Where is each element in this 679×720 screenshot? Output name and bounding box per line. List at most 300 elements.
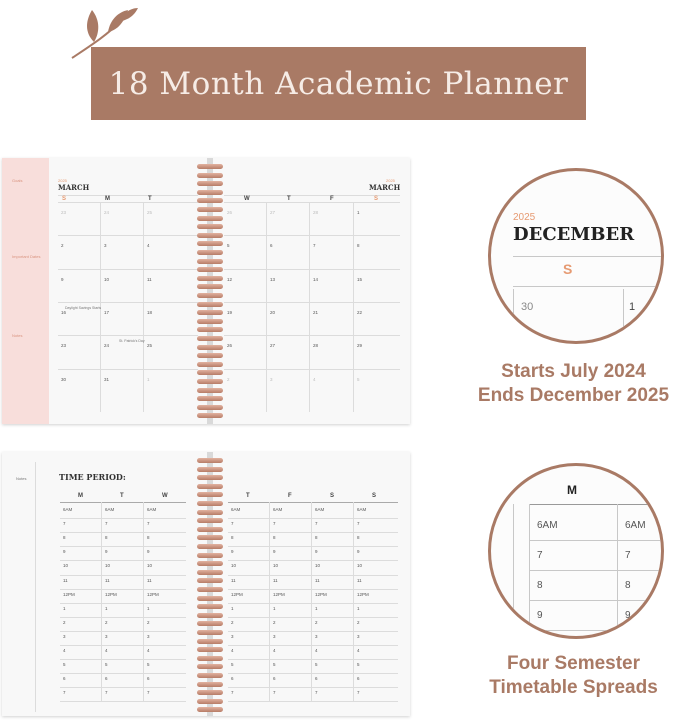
spiral-ring xyxy=(197,224,223,229)
spiral-ring xyxy=(197,535,223,540)
hour-label: 10 xyxy=(315,563,321,569)
zoom-hour-label: 6AM xyxy=(625,520,646,531)
zoom-hour-rule xyxy=(529,630,664,631)
hour-rule xyxy=(60,518,186,519)
column-rule xyxy=(101,502,102,702)
hour-label: 12PM xyxy=(273,591,285,597)
sidebar-label-goals: Goals xyxy=(12,178,23,183)
hour-rule xyxy=(228,546,398,547)
hour-label: 6 xyxy=(357,676,360,682)
hour-rule xyxy=(228,687,398,688)
hour-label: 1 xyxy=(315,605,318,611)
zoom-day-header: M xyxy=(567,483,577,497)
hour-rule xyxy=(228,659,398,660)
date-number: 5 xyxy=(227,243,230,249)
hour-label: 1 xyxy=(273,605,276,611)
hour-rule xyxy=(60,603,186,604)
spiral-binding xyxy=(197,452,223,716)
spiral-ring xyxy=(197,656,223,661)
header-rule xyxy=(228,502,398,503)
date-number: 27 xyxy=(270,210,276,215)
header-rule xyxy=(60,502,186,503)
date-number: 23 xyxy=(61,343,67,349)
hour-label: 5 xyxy=(147,662,150,668)
hour-label: 8 xyxy=(147,535,150,541)
hour-label: 11 xyxy=(105,577,110,583)
hour-rule xyxy=(60,546,186,547)
day-header: S xyxy=(372,493,377,499)
date-number: 9 xyxy=(61,276,64,282)
spiral-ring xyxy=(197,690,223,695)
hour-label: 11 xyxy=(147,577,152,583)
sidebar-label-important-dates: Important Dates xyxy=(12,254,41,259)
spiral-ring xyxy=(197,396,223,401)
hour-label: 1 xyxy=(63,605,66,611)
spiral-ring xyxy=(197,216,223,221)
date-number: 29 xyxy=(357,343,363,349)
date-number: 13 xyxy=(270,276,276,282)
hour-label: 6AM xyxy=(357,507,367,512)
hour-label: 5 xyxy=(63,662,66,668)
hour-rule xyxy=(228,631,398,632)
header-rule xyxy=(58,195,198,196)
spiral-ring xyxy=(197,173,223,178)
hour-label: 12PM xyxy=(105,591,117,597)
week-rule xyxy=(58,302,198,303)
left-month-title: MARCH xyxy=(58,183,90,192)
date-number: 16 xyxy=(61,309,67,315)
hour-label: 7 xyxy=(63,690,66,696)
spiral-ring xyxy=(197,621,223,626)
hour-label: 7 xyxy=(357,521,360,527)
hour-rule xyxy=(60,589,186,590)
spiral-ring xyxy=(197,613,223,618)
hour-label: 10 xyxy=(357,563,363,569)
hour-label: 12PM xyxy=(357,591,369,597)
date-number: 8 xyxy=(357,243,360,249)
hour-label: 9 xyxy=(315,549,318,555)
hour-label: 2 xyxy=(231,619,234,625)
hour-label: 6AM xyxy=(273,507,283,512)
hour-label: 11 xyxy=(63,577,68,583)
date-number: 28 xyxy=(313,210,319,215)
hour-label: 3 xyxy=(147,633,150,639)
hour-rule xyxy=(60,659,186,660)
date-number: 24 xyxy=(104,210,110,215)
hour-label: 6AM xyxy=(105,507,115,512)
zoom-hour-rule xyxy=(529,600,664,601)
week-rule xyxy=(224,269,400,270)
spiral-ring xyxy=(197,164,223,169)
hour-label: 7 xyxy=(147,521,150,527)
hour-label: 4 xyxy=(105,648,108,653)
zoom-hour-label: 8 xyxy=(537,580,543,591)
zoom-date: 1 xyxy=(629,301,636,313)
notes-label: Notes xyxy=(16,476,27,481)
hour-label: 6 xyxy=(147,676,150,682)
right-month-title: MARCH xyxy=(369,183,401,192)
hour-label: 2 xyxy=(147,619,150,625)
hour-label: 7 xyxy=(273,521,276,527)
zoom-hour-label: 9 xyxy=(625,610,631,621)
monthly-zoom-circle xyxy=(488,168,664,344)
time-period-title: TIME PERIOD: xyxy=(59,472,126,482)
spiral-ring xyxy=(197,699,223,704)
spiral-ring xyxy=(197,293,223,298)
zoom-col-divider xyxy=(513,504,514,639)
right-year: 2025 xyxy=(386,178,395,183)
hour-label: 2 xyxy=(273,619,276,625)
spiral-ring xyxy=(197,664,223,669)
spiral-ring xyxy=(197,527,223,532)
hour-label: 1 xyxy=(357,605,360,611)
date-number: 4 xyxy=(147,243,150,249)
hour-rule xyxy=(228,603,398,604)
hour-label: 2 xyxy=(315,619,318,625)
date-number: 17 xyxy=(104,309,110,315)
caption-line: Four Semester xyxy=(506,653,641,674)
hour-label: 4 xyxy=(147,648,150,653)
zoom-col-divider xyxy=(617,504,618,639)
day-header: S xyxy=(374,196,379,202)
hour-label: 10 xyxy=(231,563,237,569)
hour-label: 10 xyxy=(105,563,111,569)
spiral-ring xyxy=(197,250,223,255)
date-number: 28 xyxy=(313,343,319,349)
day-header: T xyxy=(287,196,291,202)
spiral-ring xyxy=(197,198,223,203)
zoom-rule xyxy=(513,286,663,287)
banner-title: 18 Month Academic Planner xyxy=(108,65,569,102)
date-number: 1 xyxy=(147,376,150,382)
spiral-binding xyxy=(197,158,223,424)
date-number: 25 xyxy=(147,210,153,215)
hour-label: 1 xyxy=(231,605,234,611)
spiral-ring xyxy=(197,302,223,307)
hour-label: 1 xyxy=(105,605,108,611)
spiral-ring xyxy=(197,345,223,350)
caption-line: Ends December 2025 xyxy=(477,385,670,406)
hour-label: 7 xyxy=(63,521,66,527)
hour-label: 7 xyxy=(357,690,360,696)
zoom-hour-label: 9 xyxy=(537,610,543,621)
spiral-ring xyxy=(197,604,223,609)
hour-label: 9 xyxy=(147,549,150,555)
spiral-ring xyxy=(197,682,223,687)
spiral-ring xyxy=(197,319,223,324)
week-rule xyxy=(224,335,400,336)
monthly-spread-image xyxy=(2,158,410,424)
event-label: Daylight Savings Starts xyxy=(65,306,102,310)
hour-label: 5 xyxy=(105,662,108,668)
hour-label: 11 xyxy=(315,577,320,583)
spiral-ring xyxy=(197,413,223,418)
hour-label: 6AM xyxy=(147,507,157,512)
hour-label: 7 xyxy=(231,521,234,527)
hour-rule xyxy=(60,560,186,561)
spiral-ring xyxy=(197,190,223,195)
hour-label: 6 xyxy=(63,676,66,682)
day-header: T xyxy=(246,493,250,499)
hour-label: 6 xyxy=(315,676,318,682)
hour-label: 6AM xyxy=(315,507,325,512)
spiral-ring xyxy=(197,241,223,246)
spiral-ring xyxy=(197,707,223,712)
hour-label: 8 xyxy=(105,535,108,541)
hour-rule xyxy=(228,645,398,646)
hour-rule xyxy=(228,518,398,519)
hour-label: 7 xyxy=(231,690,234,696)
zoom-month: DECEMBER xyxy=(513,224,635,245)
spiral-ring xyxy=(197,630,223,635)
spiral-ring xyxy=(197,578,223,583)
hour-label: 11 xyxy=(231,577,236,583)
date-number: 4 xyxy=(313,376,316,382)
hour-label: 3 xyxy=(63,633,66,639)
spiral-ring xyxy=(197,233,223,238)
hour-label: 6 xyxy=(231,676,234,682)
hour-label: 9 xyxy=(63,549,66,555)
zoom-col-divider xyxy=(529,504,530,639)
spiral-ring xyxy=(197,405,223,410)
hour-rule xyxy=(60,575,186,576)
date-number: 15 xyxy=(357,276,363,282)
hour-rule xyxy=(228,617,398,618)
date-number: 25 xyxy=(147,343,153,349)
hour-rule xyxy=(60,673,186,674)
spiral-ring xyxy=(197,467,223,472)
hour-label: 9 xyxy=(273,549,276,555)
hour-label: 10 xyxy=(63,563,69,569)
hour-rule xyxy=(228,532,398,533)
spiral-ring xyxy=(197,561,223,566)
hour-rule xyxy=(60,701,186,702)
hour-label: 3 xyxy=(315,633,318,639)
date-number: 20 xyxy=(270,309,276,315)
hour-label: 8 xyxy=(273,535,276,541)
zoom-cell-divider xyxy=(623,289,624,344)
spiral-ring xyxy=(197,327,223,332)
hour-label: 8 xyxy=(357,535,360,541)
hour-rule xyxy=(60,617,186,618)
hour-rule xyxy=(228,701,398,702)
spiral-ring xyxy=(197,207,223,212)
timetable-zoom-circle xyxy=(488,463,664,639)
spiral-ring xyxy=(197,370,223,375)
hour-label: 6 xyxy=(105,676,108,682)
caption-line: Starts July 2024 xyxy=(501,361,646,382)
date-number: 2 xyxy=(227,376,230,382)
spiral-ring xyxy=(197,284,223,289)
day-header: M xyxy=(78,493,83,499)
zoom-hour-rule xyxy=(529,570,664,571)
day-header: W xyxy=(244,196,250,202)
spiral-ring xyxy=(197,259,223,264)
hour-label: 12PM xyxy=(315,591,327,597)
column-rule xyxy=(266,202,267,412)
date-number: 22 xyxy=(357,309,363,315)
hour-rule xyxy=(228,589,398,590)
date-number: 26 xyxy=(227,343,233,349)
hour-label: 2 xyxy=(63,619,66,625)
hour-label: 7 xyxy=(105,690,108,696)
hour-label: 10 xyxy=(273,563,279,569)
hour-label: 7 xyxy=(105,521,108,527)
day-header: F xyxy=(288,493,292,499)
hour-label: 6AM xyxy=(63,507,73,512)
date-number: 12 xyxy=(227,276,233,282)
sidebar-label-notes: Notes xyxy=(12,333,23,338)
date-number: 2 xyxy=(61,243,64,249)
hour-rule xyxy=(228,673,398,674)
spiral-ring xyxy=(197,276,223,281)
hour-label: 9 xyxy=(105,549,108,555)
hour-label: 4 xyxy=(273,648,276,653)
zoom-date: 30 xyxy=(521,301,534,313)
hour-rule xyxy=(60,645,186,646)
hour-label: 5 xyxy=(315,662,318,668)
column-rule xyxy=(143,502,144,702)
hour-label: 1 xyxy=(147,605,150,611)
spiral-ring xyxy=(197,181,223,186)
day-header: W xyxy=(162,493,168,499)
hour-label: 10 xyxy=(147,563,153,569)
spiral-ring xyxy=(197,267,223,272)
day-header: F xyxy=(330,196,334,202)
hour-label: 3 xyxy=(273,633,276,639)
sidebar-panel xyxy=(2,158,49,424)
hour-label: 5 xyxy=(273,662,276,668)
date-number: 7 xyxy=(313,243,316,249)
week-rule xyxy=(224,202,400,203)
hour-label: 4 xyxy=(231,648,234,653)
hour-label: 3 xyxy=(105,633,108,639)
spiral-ring xyxy=(197,518,223,523)
spiral-ring xyxy=(197,310,223,315)
title-banner xyxy=(91,47,586,120)
day-header: S xyxy=(62,196,67,202)
hour-label: 11 xyxy=(273,577,278,583)
hour-label: 8 xyxy=(63,535,66,541)
zoom-hour-label: 7 xyxy=(537,550,543,561)
date-number: 31 xyxy=(104,376,110,382)
hour-label: 7 xyxy=(273,690,276,696)
spiral-ring xyxy=(197,596,223,601)
week-rule xyxy=(58,335,198,336)
column-rule xyxy=(309,202,310,412)
hour-rule xyxy=(60,687,186,688)
notes-divider xyxy=(35,462,36,712)
spiral-ring xyxy=(197,458,223,463)
spiral-ring xyxy=(197,510,223,515)
spiral-ring xyxy=(197,544,223,549)
date-number: 1 xyxy=(357,210,360,215)
zoom-hour-label: 8 xyxy=(625,580,631,591)
hour-label: 9 xyxy=(357,549,360,555)
hour-label: 8 xyxy=(315,535,318,541)
zoom-hour-label: 7 xyxy=(625,550,631,561)
hour-label: 4 xyxy=(357,648,360,653)
day-header: S xyxy=(330,493,335,499)
column-rule xyxy=(143,202,144,412)
week-rule xyxy=(224,235,400,236)
spiral-ring xyxy=(197,587,223,592)
hour-label: 2 xyxy=(105,619,108,625)
week-rule xyxy=(58,235,198,236)
spiral-ring xyxy=(197,673,223,678)
timetable-spread-image xyxy=(2,452,410,716)
hour-label: 4 xyxy=(63,648,66,653)
date-number: 6 xyxy=(270,243,273,249)
date-number: 26 xyxy=(227,210,233,215)
column-rule xyxy=(269,502,270,702)
hour-label: 4 xyxy=(315,648,318,653)
column-rule xyxy=(353,202,354,412)
zoom-day-header: S xyxy=(563,261,573,277)
column-rule xyxy=(311,502,312,702)
date-number: 3 xyxy=(104,243,107,249)
hour-label: 8 xyxy=(231,535,234,541)
left-year: 2025 xyxy=(58,178,67,183)
zoom-rule xyxy=(513,256,663,257)
date-number: 27 xyxy=(270,343,276,349)
week-rule xyxy=(58,369,198,370)
spiral-ring xyxy=(197,570,223,575)
hour-label: 7 xyxy=(147,690,150,696)
spiral-ring xyxy=(197,492,223,497)
column-rule xyxy=(353,502,354,702)
spiral-ring xyxy=(197,647,223,652)
spiral-ring xyxy=(197,501,223,506)
hour-label: 6AM xyxy=(231,507,241,512)
zoom-header-rule xyxy=(529,504,664,505)
spiral-ring xyxy=(197,475,223,480)
date-number: 19 xyxy=(227,309,233,315)
date-number: 14 xyxy=(313,276,319,282)
hour-label: 12PM xyxy=(231,591,243,597)
hour-label: 2 xyxy=(357,619,360,625)
hour-label: 7 xyxy=(315,690,318,696)
spiral-ring xyxy=(197,388,223,393)
date-number: 10 xyxy=(104,276,110,282)
zoom-hour-label: 6AM xyxy=(537,520,558,531)
spiral-ring xyxy=(197,362,223,367)
week-rule xyxy=(224,302,400,303)
hour-rule xyxy=(228,575,398,576)
date-number: 24 xyxy=(104,343,110,349)
hour-label: 3 xyxy=(231,633,234,639)
caption-line: Timetable Spreads xyxy=(489,677,658,698)
zoom-hour-rule xyxy=(529,540,664,541)
spiral-ring xyxy=(197,336,223,341)
week-rule xyxy=(224,369,400,370)
event-label: St. Patrick's Day xyxy=(119,339,145,343)
hour-label: 3 xyxy=(357,633,360,639)
zoom-year: 2025 xyxy=(513,212,536,223)
spiral-ring xyxy=(197,484,223,489)
spiral-ring xyxy=(197,639,223,644)
caption-dates xyxy=(466,360,679,408)
date-number: 30 xyxy=(61,376,67,382)
day-header: T xyxy=(120,493,124,499)
date-number: 21 xyxy=(313,309,319,315)
hour-label: 7 xyxy=(315,521,318,527)
spiral-ring xyxy=(197,553,223,558)
hour-rule xyxy=(228,560,398,561)
date-number: 23 xyxy=(61,210,67,215)
hour-label: 6 xyxy=(273,676,276,682)
hour-label: 11 xyxy=(357,577,362,583)
